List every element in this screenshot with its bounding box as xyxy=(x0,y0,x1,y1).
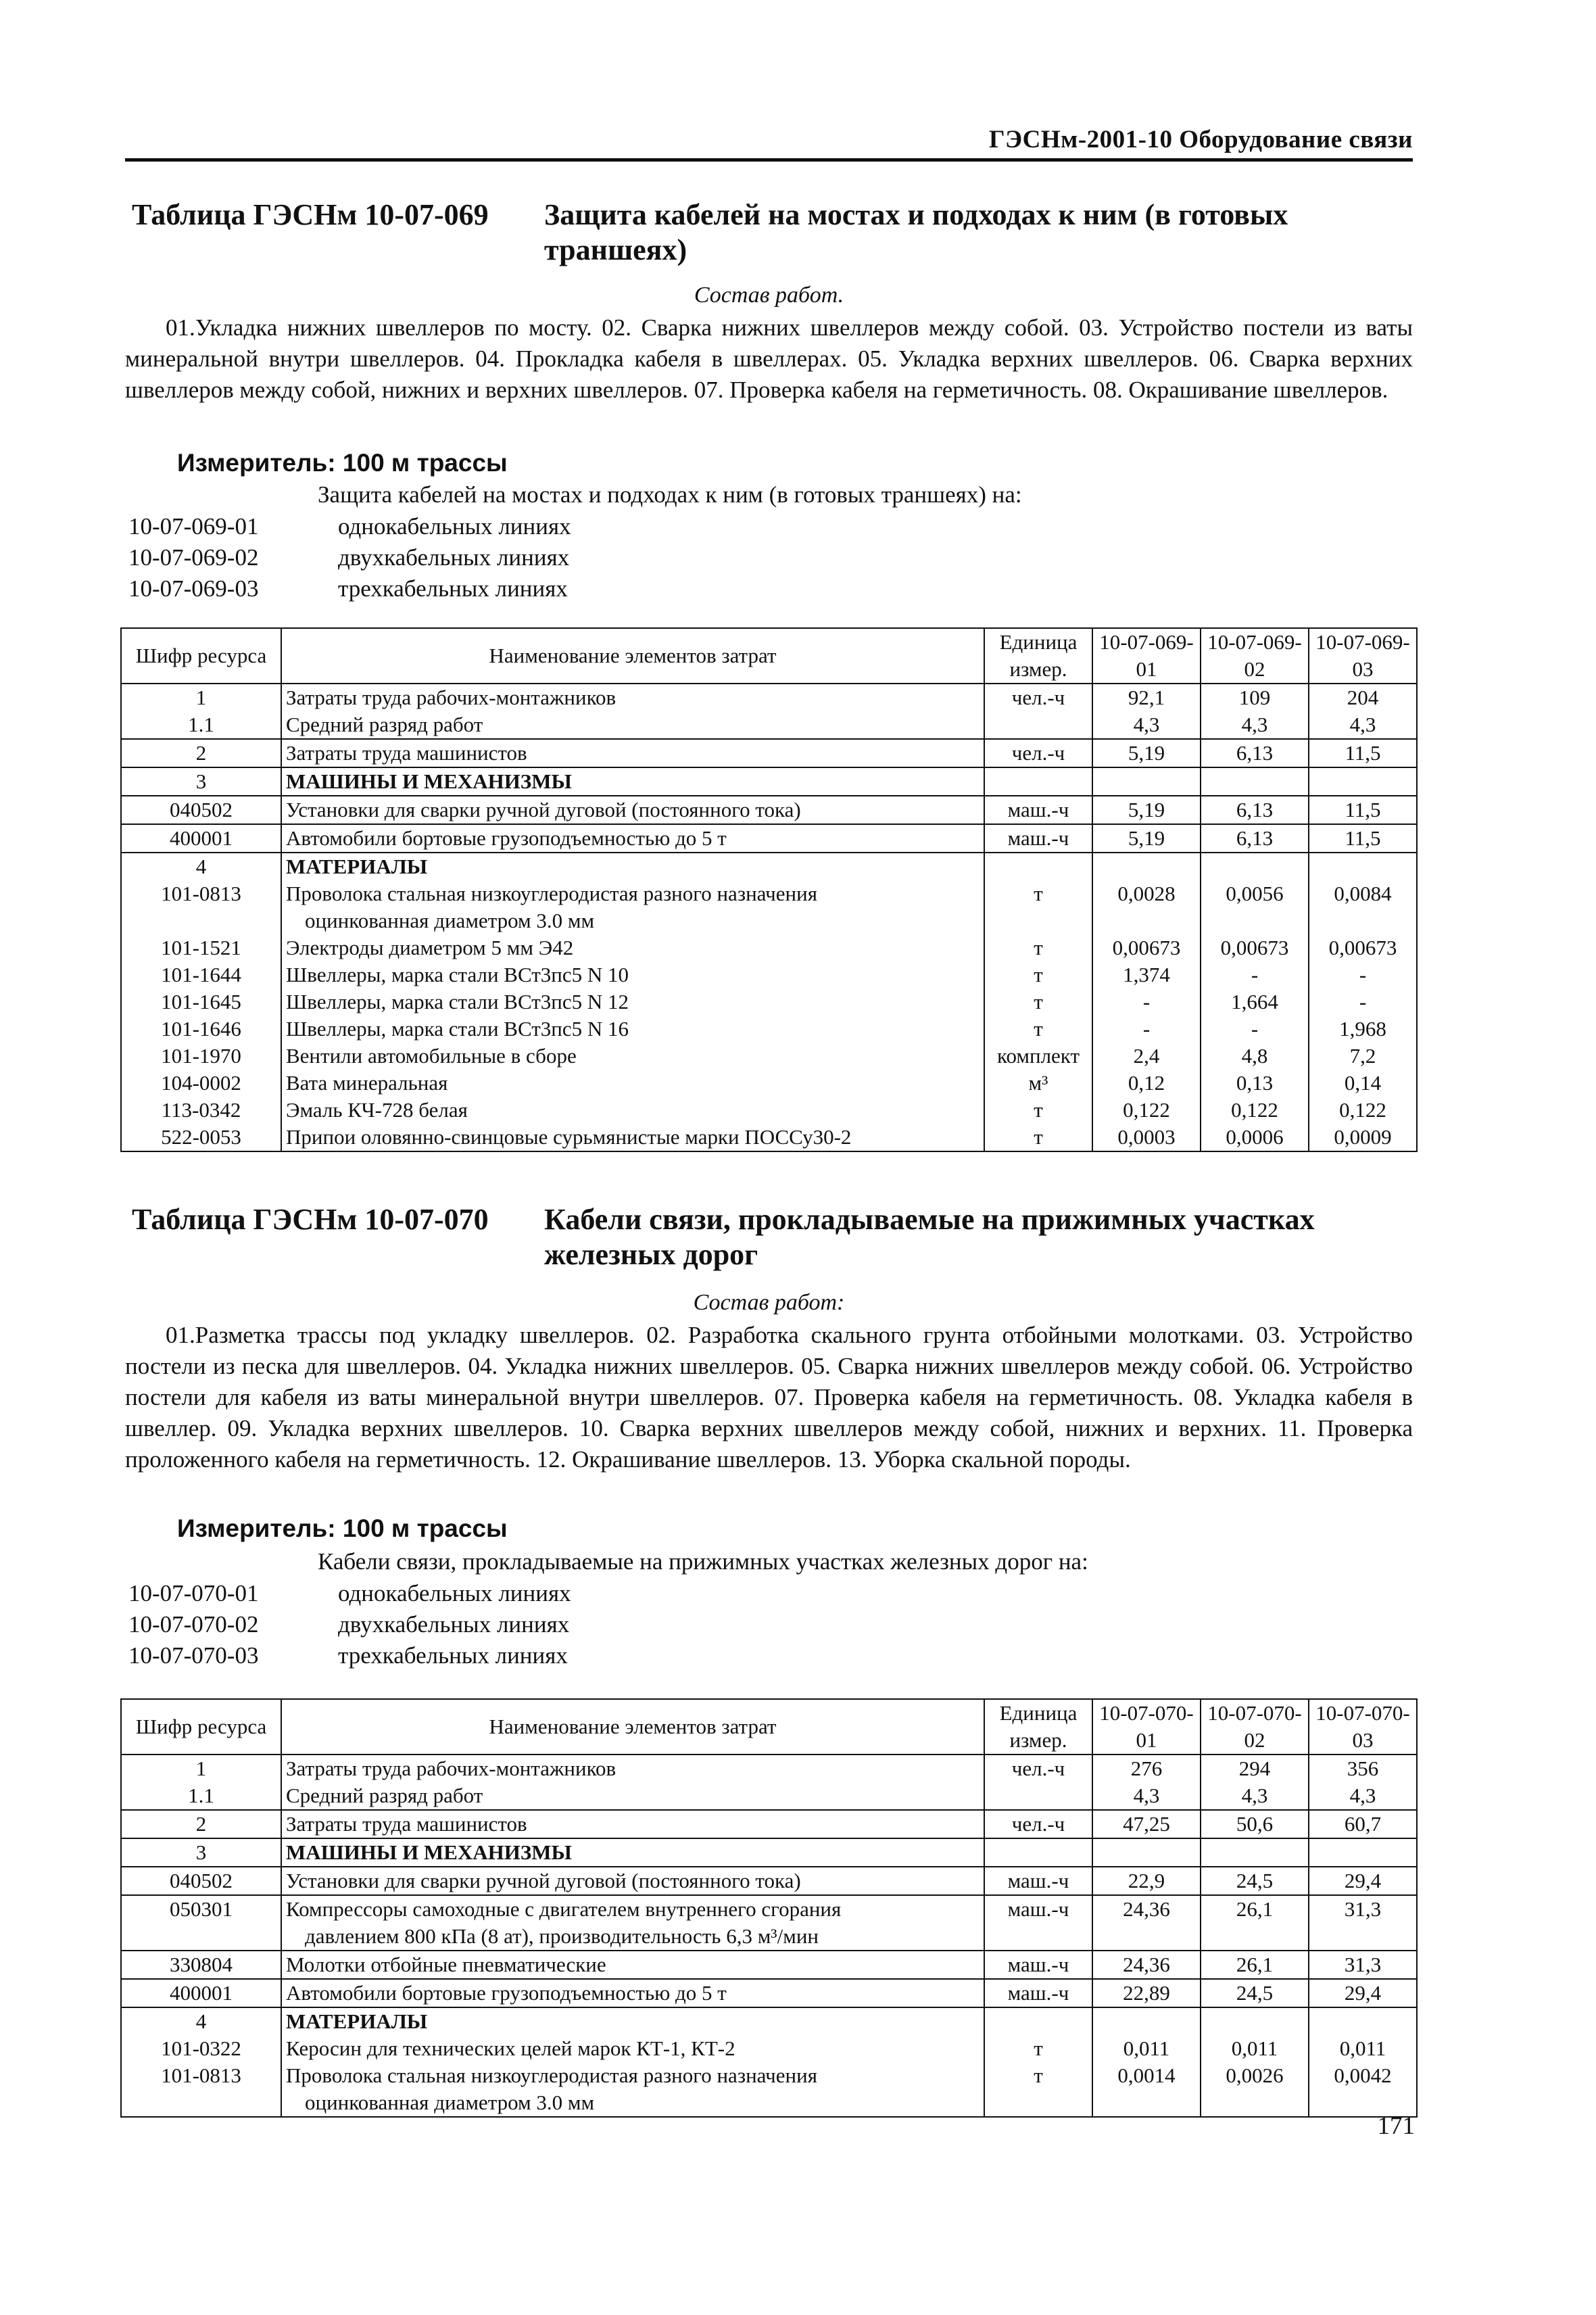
resource-name-line: Швеллеры, марка стали ВСт3пс5 N 10 xyxy=(286,963,629,986)
resource-unit: маш.-ч xyxy=(984,1867,1092,1895)
resource-value-3 xyxy=(1309,853,1417,880)
table-069-work-heading: Состав работ. xyxy=(694,283,844,308)
variant-text: двухкабельных линиях xyxy=(338,544,570,571)
resource-value-1 xyxy=(1092,2007,1201,2035)
resource-value-3: 11,5 xyxy=(1309,824,1417,853)
variant-text: однокабельных линиях xyxy=(338,513,571,540)
resource-name-line: Установки для сварки ручной дуговой (постоянного тока) xyxy=(286,798,801,821)
resource-name-line: Молотки отбойные пневматические xyxy=(286,1953,606,1976)
table-070-work-heading: Состав работ: xyxy=(693,1290,845,1315)
resource-value-3: 204 xyxy=(1309,684,1417,711)
resource-value-3: 1,968 xyxy=(1309,1016,1417,1043)
resource-name xyxy=(281,1043,984,1070)
table-row xyxy=(121,1810,1417,1838)
resource-code: 1.1 xyxy=(121,1782,281,1810)
resource-name-line: Эмаль КЧ-728 белая xyxy=(286,1098,468,1122)
table-row xyxy=(121,824,1417,853)
resource-value-2: 4,8 xyxy=(1201,1043,1309,1070)
resource-code: 330804 xyxy=(121,1951,281,1979)
table-row xyxy=(121,1755,1417,1782)
resource-value-2: - xyxy=(1201,961,1309,988)
resource-unit: маш.-ч xyxy=(984,796,1092,824)
resource-value-2: - xyxy=(1201,1016,1309,1043)
resource-code: 101-1970 xyxy=(121,1043,281,1070)
resource-code: 3 xyxy=(121,1838,281,1867)
resource-value-2: 0,00673 xyxy=(1201,934,1309,961)
resource-unit xyxy=(984,711,1092,739)
resource-table-069 xyxy=(120,627,1418,1152)
table-069-name: Защита кабелей на мостах и подходах к ним (в готовых траншеях) xyxy=(544,198,1288,266)
resource-name-line: Керосин для технических целей марок КТ-1, КТ-2 xyxy=(286,2036,735,2060)
col-v3-header: 10-07-069-03 xyxy=(1309,628,1417,684)
resource-unit: маш.-ч xyxy=(984,1979,1092,2007)
resource-code: 4 xyxy=(121,853,281,880)
resource-unit: маш.-ч xyxy=(984,824,1092,853)
table-header-row xyxy=(121,628,1417,684)
resource-unit: чел.-ч xyxy=(984,1810,1092,1838)
resource-value-2: 4,3 xyxy=(1201,711,1309,739)
table-070-meter: Измеритель: 100 м трассы xyxy=(177,1514,508,1542)
resource-value-3: 7,2 xyxy=(1309,1043,1417,1070)
resource-unit: т xyxy=(984,2035,1092,2062)
resource-name xyxy=(281,934,984,961)
resource-unit: т xyxy=(984,1124,1092,1151)
variant-text: трехкабельных линиях xyxy=(338,1642,568,1669)
resource-value-2: 6,13 xyxy=(1201,796,1309,824)
resource-name-line: Затраты труда рабочих-монтажников xyxy=(286,1757,616,1780)
resource-code: 113-0342 xyxy=(121,1097,281,1124)
table-069-intro: Защита кабелей на мостах и подходах к ним (в готовых траншеях) на: xyxy=(318,481,1022,508)
resource-value-3: - xyxy=(1309,988,1417,1016)
col-v1-header: 10-07-069-01 xyxy=(1092,628,1201,684)
table-row xyxy=(121,684,1417,711)
resource-name xyxy=(281,853,984,880)
resource-value-3: 0,122 xyxy=(1309,1097,1417,1124)
resource-value-3: 29,4 xyxy=(1309,1979,1417,2007)
resource-value-1: 0,12 xyxy=(1092,1070,1201,1097)
resource-value-2: 294 xyxy=(1201,1755,1309,1782)
resource-value-3: 0,00673 xyxy=(1309,934,1417,961)
resource-name-line: МАШИНЫ И МЕХАНИЗМЫ xyxy=(286,1840,572,1864)
resource-unit: м³ xyxy=(984,1070,1092,1097)
resource-value-3: 60,7 xyxy=(1309,1810,1417,1838)
resource-code: 4 xyxy=(121,2007,281,2035)
table-row xyxy=(121,2007,1417,2035)
resource-value-2: 0,0006 xyxy=(1201,1124,1309,1151)
resource-name-line: давлением 800 кПа (8 ат), производительность 6,3 м³/мин xyxy=(305,1924,819,1948)
resource-name-line: Вентили автомобильные в сборе xyxy=(286,1044,577,1068)
table-row xyxy=(121,711,1417,739)
resource-value-1: 0,0003 xyxy=(1092,1124,1201,1151)
resource-value-3 xyxy=(1309,767,1417,796)
resource-value-3: 0,0009 xyxy=(1309,1124,1417,1151)
resource-unit: чел.-ч xyxy=(984,1755,1092,1782)
resource-code: 101-0322 xyxy=(121,2035,281,2062)
resource-name xyxy=(281,739,984,767)
table-069-work-text: 01.Укладка нижних швеллеров по мосту. 02. Сварка нижних швеллеров между собой. 03. Устройство постели из ваты минеральной внутри швеллеров. 04. Прокладка кабеля в швеллерах. 05. Укладка верхних швеллеров. 06. Сварка верхних швеллеров между собой, нижних и верхних швеллеров. 07. Проверка кабеля на герметичность. 08. Окрашивание швеллеров. xyxy=(125,314,1413,403)
resource-value-3: 0,14 xyxy=(1309,1070,1417,1097)
resource-code: 3 xyxy=(121,767,281,796)
resource-value-1: 2,4 xyxy=(1092,1043,1201,1070)
resource-name-line: МАТЕРИАЛЫ xyxy=(286,2009,428,2033)
variant-text: однокабельных линиях xyxy=(338,1580,571,1606)
resource-value-2: 0,0026 xyxy=(1201,2062,1309,2117)
resource-value-2: 50,6 xyxy=(1201,1810,1309,1838)
variant-code: 10-07-070-02 xyxy=(128,1611,259,1638)
resource-value-2: 26,1 xyxy=(1201,1951,1309,1979)
resource-value-1 xyxy=(1092,767,1201,796)
table-070-intro: Кабели связи, прокладываемые на прижимных участках железных дорог на: xyxy=(318,1548,1088,1575)
resource-name-line: Установки для сварки ручной дуговой (постоянного тока) xyxy=(286,1869,801,1892)
table-row xyxy=(121,853,1417,880)
resource-code: 2 xyxy=(121,1810,281,1838)
resource-value-1: 276 xyxy=(1092,1755,1201,1782)
resource-value-1: 24,36 xyxy=(1092,1895,1201,1951)
variant-code: 10-07-069-01 xyxy=(128,513,259,540)
table-070-work-text: 01.Разметка трассы под укладку швеллеров. 02. Разработка скального грунта отбойными молотками. 03. Устройство постели из песка для швеллеров. 04. Укладка нижних швеллеров. 05. Сварка нижних швеллеров между собой. 06. Устройство постели для кабеля из ваты минеральной внутри швеллеров. 07. Проверка кабеля на герметичность. 08. Укладка кабеля в швеллер. 09. Укладка верхних швеллеров. 10. Сварка верхних швеллеров между собой, нижних и верхних. 11. Проверка проложенного кабеля на герметичность. 12. Окрашивание швеллеров. 13. Уборка скальной породы. xyxy=(125,1322,1413,1473)
table-row xyxy=(121,2062,1417,2117)
table-069-code: Таблица ГЭСНм 10-07-069 xyxy=(132,198,489,231)
table-row xyxy=(121,1016,1417,1043)
resource-value-2: 0,0056 xyxy=(1201,880,1309,934)
table-row xyxy=(121,880,1417,934)
resource-value-1: 24,36 xyxy=(1092,1951,1201,1979)
resource-code: 1 xyxy=(121,684,281,711)
resource-unit: чел.-ч xyxy=(984,684,1092,711)
resource-code: 040502 xyxy=(121,1867,281,1895)
resource-name xyxy=(281,1895,984,1951)
resource-value-2: 26,1 xyxy=(1201,1895,1309,1951)
resource-name-line: Электроды диаметром 5 мм Э42 xyxy=(286,936,574,959)
resource-unit: комплект xyxy=(984,1043,1092,1070)
resource-name-line: оцинкованная диаметром 3.0 мм xyxy=(305,2091,595,2114)
col-v1-header: 10-07-070-01 xyxy=(1092,1699,1201,1755)
resource-unit: маш.-ч xyxy=(984,1951,1092,1979)
table-row xyxy=(121,2035,1417,2062)
resource-name-line: Припои оловянно-свинцовые сурьмянистые марки ПОССу30-2 xyxy=(286,1125,852,1149)
table-row xyxy=(121,1043,1417,1070)
col-v3-header: 10-07-070-03 xyxy=(1309,1699,1417,1755)
resource-name-line: Швеллеры, марка стали ВСт3пс5 N 16 xyxy=(286,1017,629,1041)
resource-value-3: 11,5 xyxy=(1309,796,1417,824)
resource-name xyxy=(281,1979,984,2007)
resource-code: 1 xyxy=(121,1755,281,1782)
resource-value-3: 4,3 xyxy=(1309,711,1417,739)
resource-value-3: 4,3 xyxy=(1309,1782,1417,1810)
resource-name-line: МАШИНЫ И МЕХАНИЗМЫ xyxy=(286,769,572,793)
resource-value-1: 0,122 xyxy=(1092,1097,1201,1124)
resource-unit: маш.-ч xyxy=(984,1895,1092,1951)
resource-name xyxy=(281,1016,984,1043)
resource-value-3: 0,0042 xyxy=(1309,2062,1417,2117)
resource-value-3: 31,3 xyxy=(1309,1951,1417,1979)
table-row xyxy=(121,1070,1417,1097)
variant-code: 10-07-069-02 xyxy=(128,544,259,571)
resource-name xyxy=(281,2062,984,2117)
resource-name-line: Затраты труда машинистов xyxy=(286,1812,527,1836)
resource-name xyxy=(281,711,984,739)
resource-unit xyxy=(984,1838,1092,1867)
resource-name-line: оцинкованная диаметром 3.0 мм xyxy=(305,909,595,932)
table-row xyxy=(121,1979,1417,2007)
table-row xyxy=(121,1838,1417,1867)
table-row xyxy=(121,1124,1417,1151)
table-070-code: Таблица ГЭСНм 10-07-070 xyxy=(132,1203,489,1236)
resource-value-1 xyxy=(1092,853,1201,880)
resource-code: 050301 xyxy=(121,1895,281,1951)
col-name-header: Наименование элементов затрат xyxy=(281,1699,984,1755)
resource-value-2 xyxy=(1201,2007,1309,2035)
resource-value-2 xyxy=(1201,767,1309,796)
col-code-header: Шифр ресурса xyxy=(121,628,281,684)
resource-unit: т xyxy=(984,934,1092,961)
resource-name xyxy=(281,1782,984,1810)
resource-value-1: 0,0028 xyxy=(1092,880,1201,934)
resource-unit: чел.-ч xyxy=(984,739,1092,767)
table-header-row xyxy=(121,1699,1417,1755)
resource-code: 400001 xyxy=(121,1979,281,2007)
col-code-header: Шифр ресурса xyxy=(121,1699,281,1755)
resource-value-2: 24,5 xyxy=(1201,1979,1309,2007)
resource-name-line: Вата минеральная xyxy=(286,1071,448,1095)
resource-value-1 xyxy=(1092,1838,1201,1867)
col-unit-header: Единица измер. xyxy=(984,628,1092,684)
resource-name-line: МАТЕРИАЛЫ xyxy=(286,855,428,878)
resource-name xyxy=(281,684,984,711)
resource-name-line: Компрессоры самоходные с двигателем внутреннего сгорания xyxy=(286,1897,842,1921)
table-row xyxy=(121,796,1417,824)
resource-value-3: 11,5 xyxy=(1309,739,1417,767)
resource-code: 101-1521 xyxy=(121,934,281,961)
resource-value-2 xyxy=(1201,853,1309,880)
resource-code: 1.1 xyxy=(121,711,281,739)
col-unit-header: Единица измер. xyxy=(984,1699,1092,1755)
resource-name xyxy=(281,767,984,796)
table-row xyxy=(121,988,1417,1016)
resource-value-1: 47,25 xyxy=(1092,1810,1201,1838)
resource-table-070 xyxy=(120,1698,1418,2118)
resource-name xyxy=(281,961,984,988)
resource-name-line: Средний разряд работ xyxy=(286,713,483,736)
resource-code: 101-1644 xyxy=(121,961,281,988)
resource-value-1: 22,9 xyxy=(1092,1867,1201,1895)
resource-value-1: 0,00673 xyxy=(1092,934,1201,961)
resource-value-1: 92,1 xyxy=(1092,684,1201,711)
resource-value-2: 0,011 xyxy=(1201,2035,1309,2062)
resource-name-line: Проволока стальная низкоуглеродистая разного назначения xyxy=(286,2063,817,2087)
page-number: 171 xyxy=(1377,2112,1415,2140)
resource-unit: т xyxy=(984,1097,1092,1124)
resource-value-3: - xyxy=(1309,961,1417,988)
resource-value-1: 5,19 xyxy=(1092,796,1201,824)
running-header xyxy=(125,123,1413,162)
resource-value-1: 4,3 xyxy=(1092,711,1201,739)
variant-code: 10-07-069-03 xyxy=(128,575,259,602)
resource-value-2: 4,3 xyxy=(1201,1782,1309,1810)
resource-name-line: Автомобили бортовые грузоподъемностью до 5 т xyxy=(286,1981,727,2005)
resource-name xyxy=(281,988,984,1016)
table-row xyxy=(121,934,1417,961)
resource-name xyxy=(281,2007,984,2035)
resource-name xyxy=(281,1951,984,1979)
resource-name xyxy=(281,824,984,853)
table-069-meter: Измеритель: 100 м трассы xyxy=(177,449,508,477)
resource-name-line: Затраты труда машинистов xyxy=(286,741,527,765)
resource-name-line: Автомобили бортовые грузоподъемностью до 5 т xyxy=(286,826,727,850)
resource-name-line: Швеллеры, марка стали ВСт3пс5 N 12 xyxy=(286,990,629,1013)
table-row xyxy=(121,767,1417,796)
resource-name xyxy=(281,1838,984,1867)
resource-unit: т xyxy=(984,988,1092,1016)
resource-code: 2 xyxy=(121,739,281,767)
resource-value-3: 0,011 xyxy=(1309,2035,1417,2062)
resource-value-2 xyxy=(1201,1838,1309,1867)
resource-name xyxy=(281,2035,984,2062)
running-title: ГЭСНм-2001-10 Оборудование связи xyxy=(989,126,1413,153)
resource-code: 101-0813 xyxy=(121,2062,281,2117)
resource-value-1: - xyxy=(1092,988,1201,1016)
table-row xyxy=(121,1895,1417,1951)
resource-value-1: 0,011 xyxy=(1092,2035,1201,2062)
resource-unit xyxy=(984,2007,1092,2035)
resource-value-1: 5,19 xyxy=(1092,739,1201,767)
resource-name xyxy=(281,1097,984,1124)
col-name-header: Наименование элементов затрат xyxy=(281,628,984,684)
resource-unit: т xyxy=(984,1016,1092,1043)
resource-code: 101-0813 xyxy=(121,880,281,934)
variant-text: двухкабельных линиях xyxy=(338,1611,570,1638)
resource-value-3: 356 xyxy=(1309,1755,1417,1782)
resource-value-3: 0,0084 xyxy=(1309,880,1417,934)
variant-text: трехкабельных линиях xyxy=(338,575,568,602)
table-row xyxy=(121,1097,1417,1124)
table-row xyxy=(121,1867,1417,1895)
resource-value-3: 29,4 xyxy=(1309,1867,1417,1895)
resource-value-3 xyxy=(1309,2007,1417,2035)
resource-name xyxy=(281,1070,984,1097)
resource-value-2: 24,5 xyxy=(1201,1867,1309,1895)
resource-value-3 xyxy=(1309,1838,1417,1867)
resource-code: 101-1645 xyxy=(121,988,281,1016)
resource-unit xyxy=(984,767,1092,796)
resource-code: 101-1646 xyxy=(121,1016,281,1043)
resource-value-1: - xyxy=(1092,1016,1201,1043)
resource-code: 104-0002 xyxy=(121,1070,281,1097)
resource-value-1: 22,89 xyxy=(1092,1979,1201,2007)
resource-unit: т xyxy=(984,2062,1092,2117)
resource-name-line: Затраты труда рабочих-монтажников xyxy=(286,686,616,709)
resource-unit xyxy=(984,853,1092,880)
table-row xyxy=(121,961,1417,988)
resource-value-2: 6,13 xyxy=(1201,824,1309,853)
resource-code: 400001 xyxy=(121,824,281,853)
resource-code: 040502 xyxy=(121,796,281,824)
resource-value-2: 0,122 xyxy=(1201,1097,1309,1124)
resource-value-2: 0,13 xyxy=(1201,1070,1309,1097)
table-row xyxy=(121,739,1417,767)
resource-name xyxy=(281,1867,984,1895)
resource-code: 522-0053 xyxy=(121,1124,281,1151)
resource-value-2: 109 xyxy=(1201,684,1309,711)
resource-value-1: 5,19 xyxy=(1092,824,1201,853)
col-v2-header: 10-07-069-02 xyxy=(1201,628,1309,684)
table-070-name: Кабели связи, прокладываемые на прижимных участках железных дорог xyxy=(544,1203,1315,1271)
resource-unit xyxy=(984,1782,1092,1810)
resource-name xyxy=(281,1755,984,1782)
resource-name xyxy=(281,880,984,934)
table-row xyxy=(121,1951,1417,1979)
variant-code: 10-07-070-01 xyxy=(128,1580,259,1606)
resource-name xyxy=(281,796,984,824)
resource-value-1: 0,0014 xyxy=(1092,2062,1201,2117)
resource-name xyxy=(281,1124,984,1151)
resource-name xyxy=(281,1810,984,1838)
resource-value-2: 6,13 xyxy=(1201,739,1309,767)
resource-value-1: 1,374 xyxy=(1092,961,1201,988)
variant-code: 10-07-070-03 xyxy=(128,1642,259,1669)
resource-unit: т xyxy=(984,961,1092,988)
resource-unit: т xyxy=(984,880,1092,934)
resource-name-line: Проволока стальная низкоуглеродистая разного назначения xyxy=(286,882,817,905)
table-row xyxy=(121,1782,1417,1810)
resource-value-3: 31,3 xyxy=(1309,1895,1417,1951)
col-v2-header: 10-07-070-02 xyxy=(1201,1699,1309,1755)
resource-name-line: Средний разряд работ xyxy=(286,1784,483,1807)
resource-value-1: 4,3 xyxy=(1092,1782,1201,1810)
resource-value-2: 1,664 xyxy=(1201,988,1309,1016)
